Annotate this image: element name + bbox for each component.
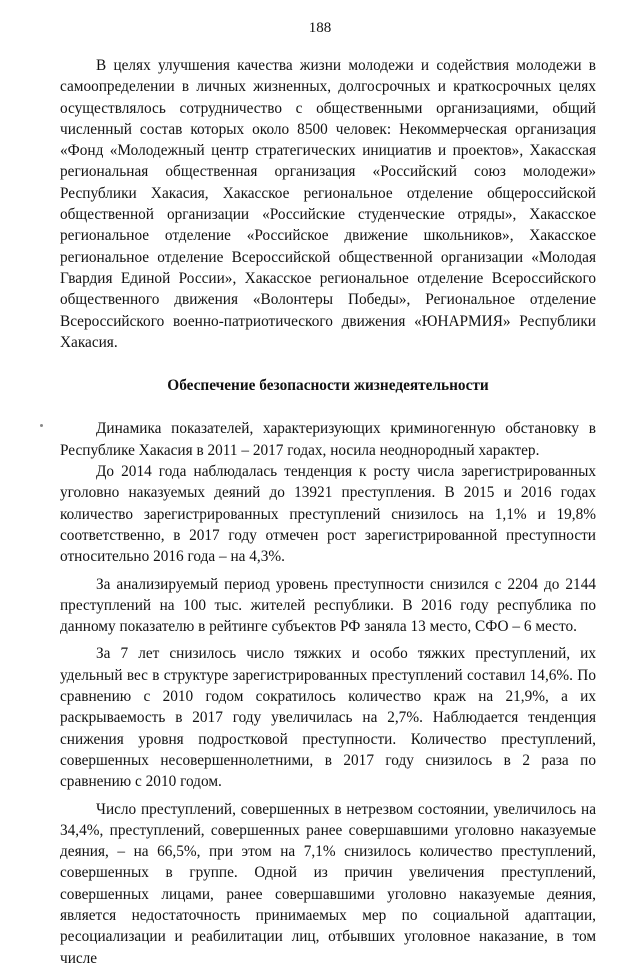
paragraph-youth-organizations: В целях улучшения качества жизни молодежи и содействия молодежи в самоопределении в личных жизненных, долгосрочных и краткосрочных целях осуществлялось сотрудничество с общественными организациями, общий численный состав которых около 8500 человек: Некоммерческая организация «Фонд «Молодежный центр стратегических инициатив и проектов», Хакасская региональная общественная организация «Российский союз молодежи» Республики Хакасия, Хакасское региональное отделение общероссийской общественной организации «Российские студенческие отряды», Хакасское региональное отделение «Российское движение школьников», Хакасское региональное отделение Всероссийской общественной организации «Молодая Гвардия Единой России», Хакасское региональное отделение Всероссийского общественного движения «Волонтеры Победы», Региональное отделение Всероссийского военно-патриотического движения «ЮНАРМИЯ» Республики Хакасия. bbox=[60, 57, 596, 351]
body-text bbox=[60, 55, 596, 969]
section-heading: Обеспечение безопасности жизнедеятельности bbox=[167, 377, 489, 395]
paragraph-crime-level: За анализируемый период уровень преступности снизился с 2204 до 2144 преступлений на 100 тыс. жителей республики. В 2016 году республика по данному показателю в рейтинге субъектов РФ заняла 13 место, СФО – 6 место. bbox=[60, 575, 596, 636]
margin-mark bbox=[40, 424, 43, 427]
paragraph-crime-trend: До 2014 года наблюдалась тенденция к росту числа зарегистрированных уголовно наказуемых деяний до 13921 преступления. В 2015 и 2016 годах количество зарегистрированных преступлений снизилось на 1,1% и 19,8% соответственно, в 2017 году отмечен рост зарегистрированной преступности относительно 2016 года – на 4,3%. bbox=[60, 463, 596, 566]
paragraph-serious-crimes: За 7 лет снизилось число тяжких и особо тяжких преступлений, их удельный вес в структуре зарегистрированных преступлений составил 14,6%. По сравнению с 2010 годом сократилось количество краж на 21,9%, а их раскрываемость в 2017 году увеличилась на 2,7%. Наблюдается тенденция снижения уровня подростковой преступности. Количество преступлений, совершенных несовершеннолетними, в 2017 году снизилось в 2 раза по сравнению с 2010 годом. bbox=[60, 645, 596, 791]
page-number: 188 bbox=[308, 20, 332, 36]
paragraph-repeat-offenders: Число преступлений, совершенных в нетрезвом состоянии, увеличилось на 34,4%, преступлений, совершенных ранее совершавшими уголовно наказуемые деяния, – на 66,5%, при этом на 7,1% снизилось количество преступлений, совершенных в группе. Одной из причин увеличения преступлений, совершенных лицами, ранее совершавшими уголовно наказуемые деяния, является недостаточность принимаемых мер по социальной адаптации, ресоциализации и реабилитации лиц, отбывших уголовное наказание, в том числе bbox=[60, 800, 596, 967]
paragraph-crime-dynamics: Динамика показателей, характеризующих криминогенную обстановку в Республике Хакасия в 2011 – 2017 годах, носила неоднородный характер. bbox=[60, 420, 596, 459]
